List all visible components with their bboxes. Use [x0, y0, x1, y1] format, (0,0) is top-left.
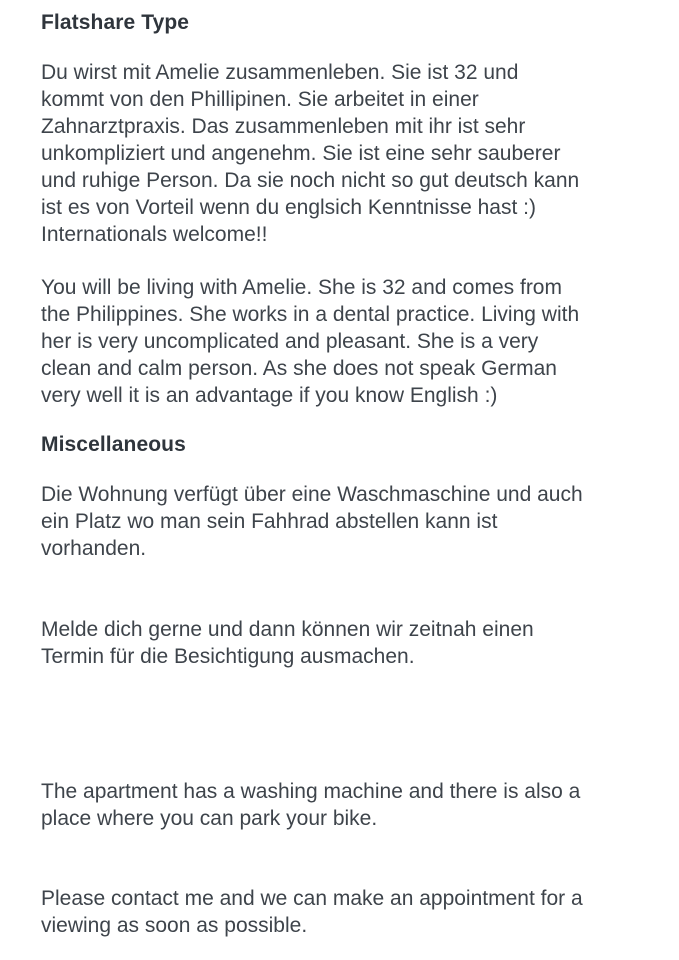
text-line: Du wirst mit Amelie zusammenleben. Sie ist 32 und: [41, 61, 519, 84]
text-line: clean and calm person. As she does not speak German: [41, 357, 557, 380]
text-line: viewing as soon as possible.: [41, 914, 308, 937]
text-line: kommt von den Phillipinen. Sie arbeitet in einer: [41, 88, 479, 111]
text-line: Die Wohnung verfügt über eine Waschmaschine und auch: [41, 483, 583, 506]
text-line: place where you can park your bike.: [41, 807, 378, 830]
text-line: Termin für die Besichtigung ausmachen.: [41, 645, 415, 668]
flatmate-description-english: [41, 274, 579, 409]
text-line: The apartment has a washing machine and there is also a: [41, 780, 581, 803]
equipment-description-english: [41, 778, 580, 832]
text-line: ist es von Vorteil wenn du englsich Kenntnisse hast :): [41, 196, 536, 219]
text-line: the Philippines. She works in a dental practice. Living with: [41, 303, 580, 326]
text-line: vorhanden.: [41, 537, 147, 560]
text-line: Zahnarztpraxis. Das zusammenleben mit ihr ist sehr: [41, 115, 526, 138]
flatmate-description-german: [41, 59, 579, 248]
text-line: Internationals welcome!!: [41, 223, 268, 246]
contact-note-german: [41, 616, 534, 670]
text-line: You will be living with Amelie. She is 32 and comes from: [41, 276, 562, 299]
text-line: Melde dich gerne und dann können wir zeitnah einen: [41, 618, 534, 641]
section-title-flatshare-type: Flatshare Type: [41, 11, 190, 34]
contact-note-english: [41, 885, 583, 939]
text-line: unkompliziert und angenehm. Sie ist eine sehr sauberer: [41, 142, 561, 165]
text-line: Please contact me and we can make an appointment for a: [41, 887, 583, 910]
text-line: und ruhige Person. Da sie noch nicht so gut deutsch kann: [41, 169, 580, 192]
text-line: her is very uncomplicated and pleasant. She is a very: [41, 330, 539, 353]
text-line: ein Platz wo man sein Fahhrad abstellen kann ist: [41, 510, 498, 533]
section-title-miscellaneous: Miscellaneous: [41, 433, 186, 456]
text-line: very well it is an advantage if you know English :): [41, 384, 498, 407]
equipment-description-german: [41, 481, 583, 562]
